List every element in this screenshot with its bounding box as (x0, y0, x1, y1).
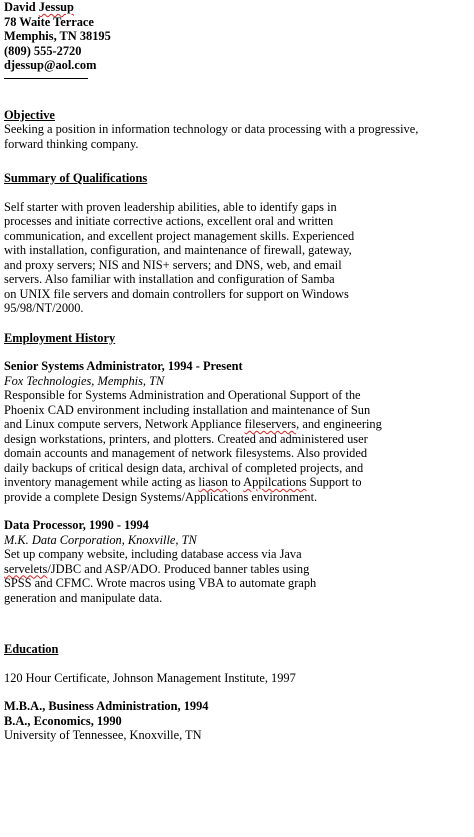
job-text: /JDBC and ASP/ADO. Produced banner tables using (47, 561, 310, 576)
job-line: Phoenix CAD environment including installation and maintenance of Sun (4, 402, 371, 417)
job-title: Data Processor, 1990 - 1994 (4, 518, 149, 532)
summary-line: on UNIX file servers and domain controllers for support on Windows (4, 286, 349, 301)
education-degree: M.B.A., Business Administration, 1994 (4, 699, 209, 713)
contact-address: 78 Waite Terrace (4, 14, 94, 29)
first-name: David (4, 0, 36, 14)
resume-page (4, 0, 470, 743)
summary-line: with installation, configuration, and maintenance of firewall, gateway, (4, 243, 352, 257)
employment-section (4, 331, 470, 606)
summary-line: communication, and excellent project management skills. Experienced (4, 228, 355, 243)
objective-section (4, 108, 470, 152)
job-line: SPSS and CFMC. Wrote macros using VBA to automate graph (4, 576, 317, 590)
contact-city: Memphis, TN 38195 (4, 29, 111, 43)
education-certificate: 120 Hour Certificate, Johnson Management Institute, 1997 (4, 670, 296, 685)
job-line: Set up company website, including database access via Java (4, 547, 302, 561)
summary-line: 95/98/NT/2000. (4, 301, 84, 315)
job-entry (4, 359, 470, 504)
education-section (4, 642, 470, 743)
misspelled-word: fileservers (244, 417, 297, 431)
job-line: generation and manipulate data. (4, 590, 163, 605)
job-line: Responsible for Systems Administration and Operational Support of the (4, 388, 361, 402)
job-line (4, 475, 470, 490)
job-text: to (228, 475, 244, 489)
summary-line: and proxy servers; NIS and NIS+ servers; and DNS, web, and email (4, 257, 342, 272)
job-entry (4, 518, 470, 605)
job-line (4, 562, 470, 577)
summary-line: servers. Also familiar with installation and configuration of Samba (4, 272, 335, 286)
objective-line: Seeking a position in information technology or data processing with a progressive, (4, 122, 419, 136)
summary-section (4, 171, 470, 316)
job-line: design workstations, printers, and plotters. Created and administered user (4, 431, 368, 446)
education-heading: Education (4, 642, 59, 656)
job-text: , and engineering (296, 417, 382, 431)
job-line: daily backups of critical design data, archival of completed projects, and (4, 460, 364, 475)
misspelled-word: servelets (4, 561, 48, 576)
job-company: M.K. Data Corporation, Knoxville, TN (4, 532, 197, 547)
contact-phone: (809) 555-2720 (4, 43, 82, 58)
education-degree: B.A., Economics, 1990 (4, 713, 122, 728)
last-name: Jessup (38, 0, 74, 14)
job-title: Senior Systems Administrator, 1994 - Present (4, 359, 243, 373)
employment-heading: Employment History (4, 330, 116, 345)
misspelled-word: Appilcations (243, 475, 307, 489)
contact-name (4, 0, 470, 15)
summary-line: processes and initiate corrective actions, excellent oral and written (4, 214, 334, 228)
job-line: provide a complete Design Systems/Applications environment. (4, 489, 318, 504)
job-text: Support to (306, 475, 362, 489)
contact-block (4, 0, 470, 79)
job-line: domain accounts and management of network filesystems. Also provided (4, 446, 368, 460)
education-school: University of Tennessee, Knoxville, TN (4, 728, 202, 742)
summary-line: Self starter with proven leadership abilities, able to identify gaps in (4, 199, 337, 214)
objective-line: forward thinking company. (4, 136, 139, 151)
job-line (4, 417, 470, 432)
job-text: and Linux compute servers, Network Appliance (4, 417, 245, 431)
contact-email: djessup@aol.com (4, 58, 97, 72)
summary-heading: Summary of Qualifications (4, 171, 148, 185)
misspelled-word: liason (198, 475, 229, 489)
job-company: Fox Technologies, Memphis, TN (4, 373, 165, 388)
job-text: inventory management while acting as (4, 475, 199, 489)
objective-heading: Objective (4, 107, 55, 122)
